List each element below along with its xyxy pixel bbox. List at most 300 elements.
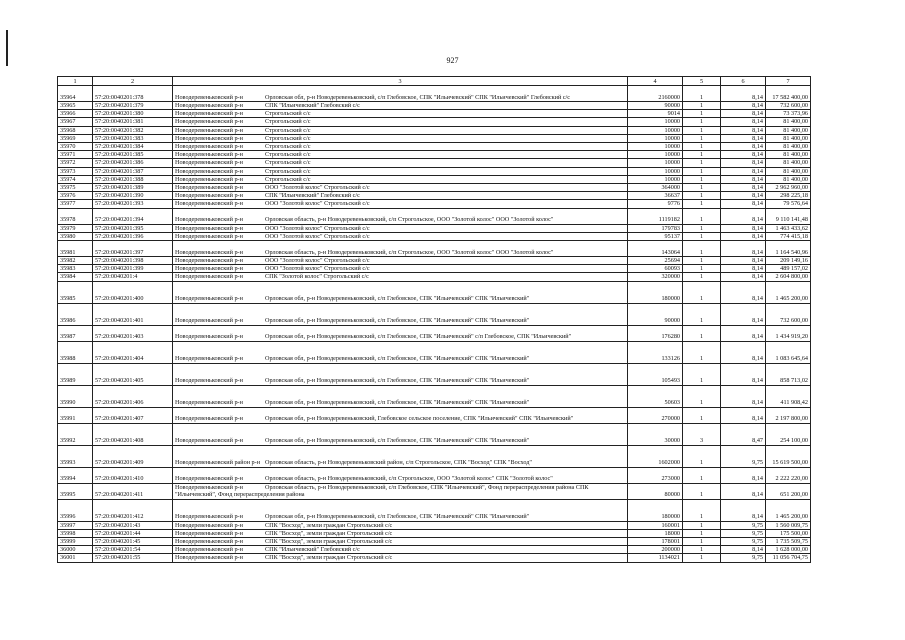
rate-value: 8,14: [721, 257, 766, 265]
location-description: СПК "Золотой колос" Строгольский с/с: [265, 273, 369, 281]
quantity-value: 1: [683, 529, 721, 537]
district-name: Новодеревеньковский р-н: [175, 93, 243, 101]
quantity-value: 1: [683, 538, 721, 546]
description-cell: [173, 546, 628, 554]
cadastral-number: 57:20:0040201:407: [93, 407, 173, 423]
cadastral-number: 57:20:0040201:388: [93, 175, 173, 183]
location-description: СПК "Восход", земли граждан Строгольский с/с: [265, 554, 393, 562]
row-number: 35988: [58, 341, 93, 363]
rate-value: 8,14: [721, 303, 766, 325]
table-row: [58, 521, 811, 529]
row-number: 35973: [58, 167, 93, 175]
rate-value: 9,75: [721, 529, 766, 537]
rate-value: 8,14: [721, 325, 766, 341]
cadastral-number: 57:20:0040201:405: [93, 363, 173, 385]
row-number: 35972: [58, 159, 93, 167]
description-cell: [173, 273, 628, 281]
district-name: Новодеревеньковский район р-н: [175, 459, 261, 467]
cadastral-number: 57:20:0040201:389: [93, 184, 173, 192]
district-name: Новодеревеньковский р-н: [175, 546, 243, 554]
table-row: [58, 538, 811, 546]
quantity-value: 1: [683, 126, 721, 134]
area-value: 10000: [628, 143, 683, 151]
district-name: Новодеревеньковский р-н: [175, 216, 243, 224]
description-cell: [173, 167, 628, 175]
rate-value: 8,14: [721, 86, 766, 102]
quantity-value: 1: [683, 151, 721, 159]
table-row: [58, 232, 811, 240]
rate-value: 8,14: [721, 126, 766, 134]
rate-value: 8,14: [721, 546, 766, 554]
location-description: Орловская обл, р-н Новодеревеньковский, с/п Глебовское, СПК "Ильичевский" СПК "Ильичевский": [265, 437, 530, 445]
area-value: 364000: [628, 184, 683, 192]
table-row: [58, 110, 811, 118]
area-value: 320000: [628, 273, 683, 281]
area-value: 18000: [628, 529, 683, 537]
sum-value: 81 400,00: [766, 126, 811, 134]
sum-value: 1 465 200,00: [766, 499, 811, 521]
row-number: 35968: [58, 126, 93, 134]
sum-value: 81 400,00: [766, 118, 811, 126]
location-description: Орловская область, р-н Новодеревеньковский, с/п Строгольское, ООО "Золотой колос" СПК "Золотой колос": [265, 475, 553, 483]
location-description: Строгольский с/с: [265, 167, 311, 175]
cadastral-number: 57:20:0040201:409: [93, 445, 173, 467]
rate-value: 8,14: [721, 192, 766, 200]
district-name: Новодеревеньковский р-н: [175, 521, 243, 529]
rate-value: 8,14: [721, 143, 766, 151]
table-row: [58, 184, 811, 192]
cadastral-number: 57:20:0040201:398: [93, 257, 173, 265]
district-name: Новодеревеньковский р-н: [175, 415, 243, 423]
sum-value: 81 400,00: [766, 134, 811, 142]
quantity-value: 1: [683, 554, 721, 562]
rate-value: 8,47: [721, 423, 766, 445]
column-header: 5: [683, 77, 721, 86]
table-row: [58, 546, 811, 554]
row-number: 36000: [58, 546, 93, 554]
sum-value: 1 164 540,96: [766, 241, 811, 257]
location-description: Строгольский с/с: [265, 110, 311, 118]
location-description: Орловская область, р-н Новодеревеньковский, с/п Строгольское, ООО "Золотой колос" ООО "Золотой колос": [265, 216, 554, 224]
column-header: 3: [173, 77, 628, 86]
description-cell: [173, 529, 628, 537]
table-row: [58, 303, 811, 325]
cadastral-number: 57:20:0040201:381: [93, 118, 173, 126]
area-value: 270000: [628, 407, 683, 423]
district-name: Новодеревеньковский р-н: [175, 143, 243, 151]
row-number: 35964: [58, 86, 93, 102]
quantity-value: 1: [683, 363, 721, 385]
description-cell: [173, 445, 628, 467]
district-name: Новодеревеньковский р-н: [175, 126, 243, 134]
quantity-value: 1: [683, 257, 721, 265]
district-name: Новодеревеньковский р-н: [175, 175, 243, 183]
rate-value: 8,14: [721, 224, 766, 232]
area-value: 90000: [628, 102, 683, 110]
sum-value: 651 200,00: [766, 483, 811, 499]
rate-value: 8,14: [721, 159, 766, 167]
quantity-value: 1: [683, 281, 721, 303]
rate-value: 8,14: [721, 175, 766, 183]
quantity-value: 1: [683, 86, 721, 102]
table-row: [58, 554, 811, 562]
row-number: 35984: [58, 273, 93, 281]
description-cell: [173, 538, 628, 546]
sum-value: 81 400,00: [766, 167, 811, 175]
table-row: [58, 385, 811, 407]
row-number: 35985: [58, 281, 93, 303]
district-name: Новодеревеньковский р-н: [175, 437, 243, 445]
rate-value: 9,75: [721, 521, 766, 529]
sum-value: 81 400,00: [766, 143, 811, 151]
description-cell: [173, 483, 628, 499]
row-number: 35976: [58, 192, 93, 200]
table-row: [58, 363, 811, 385]
cadastral-number: 57:20:0040201:387: [93, 167, 173, 175]
quantity-value: 1: [683, 521, 721, 529]
district-name: Новодеревеньковский р-н: [175, 192, 243, 200]
row-number: 35994: [58, 467, 93, 483]
location-description: Орловская обл, р-н Новодеревеньковский, с/п Глебовское, СПК "Ильичевский" с/п Глебовское, СПК "Ильичевский": [265, 333, 572, 341]
rate-value: 8,14: [721, 281, 766, 303]
cadastral-number: 57:20:0040201:396: [93, 232, 173, 240]
cadastral-number: 57:20:0040201:54: [93, 546, 173, 554]
description-cell: [173, 241, 628, 257]
table-row: [58, 208, 811, 224]
cadastral-number: 57:20:0040201:393: [93, 200, 173, 208]
area-value: 133126: [628, 341, 683, 363]
area-value: 200000: [628, 546, 683, 554]
description-cell: [173, 102, 628, 110]
location-description: Строгольский с/с: [265, 151, 311, 159]
table-row: [58, 102, 811, 110]
table-row: [58, 529, 811, 537]
row-number: 35987: [58, 325, 93, 341]
row-number: 35982: [58, 257, 93, 265]
area-value: 10000: [628, 126, 683, 134]
quantity-value: 1: [683, 325, 721, 341]
header-row: [58, 77, 811, 86]
cadastral-number: 57:20:0040201:411: [93, 483, 173, 499]
area-value: 2160000: [628, 86, 683, 102]
cadastral-number: 57:20:0040201:55: [93, 554, 173, 562]
location-description: СПК "Ильичевский" Глебовский с/с: [265, 546, 360, 554]
table-row: [58, 175, 811, 183]
location-description: Орловская область, р-н Новодеревеньковский, с/п Строгольское, ООО "Золотой колос" ООО "Золотой колос": [265, 248, 554, 256]
area-value: 143064: [628, 241, 683, 257]
district-name: Новодеревеньковский р-н: [175, 377, 243, 385]
location-description: СПК "Восход", земли граждан Строгольский с/с: [265, 529, 393, 537]
area-value: 25694: [628, 257, 683, 265]
area-value: 10000: [628, 151, 683, 159]
sum-value: 1 465 200,00: [766, 281, 811, 303]
rate-value: 8,14: [721, 184, 766, 192]
row-number: 35971: [58, 151, 93, 159]
rate-value: 8,14: [721, 483, 766, 499]
table-row: [58, 143, 811, 151]
row-number: 35974: [58, 175, 93, 183]
description-cell: [173, 554, 628, 562]
cadastral-number: 57:20:0040201:382: [93, 126, 173, 134]
sum-value: 489 157,02: [766, 265, 811, 273]
description-cell: [173, 257, 628, 265]
table-row: [58, 445, 811, 467]
description-cell: [173, 363, 628, 385]
district-name: Новодеревеньковский р-н: [175, 248, 243, 256]
area-value: 1119182: [628, 208, 683, 224]
row-number: 35977: [58, 200, 93, 208]
rate-value: 8,14: [721, 265, 766, 273]
district-name: Новодеревеньковский р-н: [175, 554, 243, 562]
area-value: 273000: [628, 467, 683, 483]
row-number: 35993: [58, 445, 93, 467]
description-cell: [173, 232, 628, 240]
description-cell: [173, 224, 628, 232]
district-name: Новодеревеньковский р-н: [175, 399, 243, 407]
location-description: Орловская область, р-н Новодеревеньковский район, с/п Строгольское, СПК "Восход" СПК "Восход": [265, 459, 532, 467]
district-name: Новодеревеньковский р-н: [175, 475, 243, 483]
row-number: 35978: [58, 208, 93, 224]
column-header: 7: [766, 77, 811, 86]
quantity-value: 1: [683, 200, 721, 208]
cadastral-number: 57:20:0040201:412: [93, 499, 173, 521]
location-description: Орловская область, р-н Новодеревеньковский, с/п Глебовское, СПК "Ильичевский", Фонд перераспределения района СПК "Ильичевский", Фонд перераспределения района: [175, 484, 589, 499]
area-value: 30000: [628, 423, 683, 445]
quantity-value: 1: [683, 499, 721, 521]
row-number: 35981: [58, 241, 93, 257]
cadastral-number: 57:20:0040201:408: [93, 423, 173, 445]
table-row: [58, 167, 811, 175]
table-row: [58, 483, 811, 499]
sum-value: 79 576,64: [766, 200, 811, 208]
location-description: СПК "Восход", земли граждан Строгольский с/с: [265, 538, 393, 546]
rate-value: 9,75: [721, 554, 766, 562]
district-name: Новодеревеньковский р-н: [175, 167, 243, 175]
district-name: Новодеревеньковский р-н: [175, 333, 243, 341]
table-row: [58, 265, 811, 273]
description-cell: [173, 175, 628, 183]
rate-value: 8,14: [721, 167, 766, 175]
cadastral-number: 57:20:0040201:44: [93, 529, 173, 537]
description-cell: [173, 151, 628, 159]
sum-value: 1 083 645,64: [766, 341, 811, 363]
area-value: 105493: [628, 363, 683, 385]
table-row: [58, 499, 811, 521]
table-row: [58, 200, 811, 208]
quantity-value: 1: [683, 175, 721, 183]
quantity-value: 1: [683, 467, 721, 483]
column-header: 1: [58, 77, 93, 86]
location-description: Строгольский с/с: [265, 143, 311, 151]
sum-value: 81 400,00: [766, 159, 811, 167]
sum-value: 2 222 220,00: [766, 467, 811, 483]
district-name: Новодеревеньковский р-н: [175, 159, 243, 167]
location-description: Строгольский с/с: [265, 175, 311, 183]
row-number: 36001: [58, 554, 93, 562]
page-number: 927: [446, 56, 459, 65]
quantity-value: 1: [683, 110, 721, 118]
row-number: 35998: [58, 529, 93, 537]
table-row: [58, 224, 811, 232]
table-row: [58, 281, 811, 303]
sum-value: 11 056 704,75: [766, 554, 811, 562]
quantity-value: 1: [683, 445, 721, 467]
area-value: 160001: [628, 521, 683, 529]
district-name: Новодеревеньковский р-н: [175, 151, 243, 159]
quantity-value: 1: [683, 208, 721, 224]
column-header: 4: [628, 77, 683, 86]
quantity-value: 3: [683, 423, 721, 445]
description-cell: [173, 110, 628, 118]
row-number: 35983: [58, 265, 93, 273]
description-cell: [173, 134, 628, 142]
cadastral-number: 57:20:0040201:406: [93, 385, 173, 407]
location-description: ООО "Золотой колос" Строгольский с/с: [265, 232, 370, 240]
row-number: 35979: [58, 224, 93, 232]
location-description: СПК "Ильичевский" Глебовский с/с: [265, 102, 360, 109]
row-number: 35970: [58, 143, 93, 151]
location-description: ООО "Золотой колос" Строгольский с/с: [265, 184, 370, 192]
quantity-value: 1: [683, 341, 721, 363]
cadastral-number: 57:20:0040201:385: [93, 151, 173, 159]
row-number: 35996: [58, 499, 93, 521]
location-description: Орловская обл, р-н Новодеревеньковский, с/п Глебовское, СПК "Ильичевский" СПК "Ильичевский": [265, 377, 530, 385]
rate-value: 8,14: [721, 241, 766, 257]
rate-value: 9,75: [721, 538, 766, 546]
location-description: Строгольский с/с: [265, 159, 311, 167]
description-cell: [173, 208, 628, 224]
district-name: Новодеревеньковский р-н: [175, 273, 243, 281]
quantity-value: 1: [683, 241, 721, 257]
district-name: Новодеревеньковский р-н: [175, 232, 243, 240]
quantity-value: 1: [683, 385, 721, 407]
column-header: 6: [721, 77, 766, 86]
description-cell: [173, 407, 628, 423]
quantity-value: 1: [683, 546, 721, 554]
cadastral-number: 57:20:0040201:400: [93, 281, 173, 303]
sum-value: 1 434 919,20: [766, 325, 811, 341]
area-value: 10000: [628, 167, 683, 175]
table-row: [58, 159, 811, 167]
location-description: Орловская обл, р-н Новодеревеньковский, Глебовское сельское поселение, СПК "Ильичевский" СПК "Ильичевский": [265, 415, 574, 423]
description-cell: [173, 118, 628, 126]
location-description: Орловская обл, р-н Новодеревеньковский, с/п Глебовское, СПК "Ильичевский" СПК "Ильичевский" Глебовский с/с: [265, 93, 571, 101]
description-cell: [173, 325, 628, 341]
row-number: 35995: [58, 483, 93, 499]
table-row: [58, 86, 811, 102]
rate-value: 8,14: [721, 385, 766, 407]
quantity-value: 1: [683, 407, 721, 423]
sum-value: 732 600,00: [766, 102, 811, 110]
description-cell: [173, 303, 628, 325]
district-name: Новодеревеньковский р-н: [175, 224, 243, 232]
district-name: Новодеревеньковский р-н: [175, 102, 243, 109]
cadastral-number: 57:20:0040201:403: [93, 325, 173, 341]
cadastral-number: 57:20:0040201:45: [93, 538, 173, 546]
row-number: 35980: [58, 232, 93, 240]
description-cell: [173, 341, 628, 363]
district-name: Новодеревеньковский р-н: [175, 265, 243, 273]
district-name: Новодеревеньковский р-н: [175, 317, 243, 325]
description-cell: [173, 423, 628, 445]
table-row: [58, 192, 811, 200]
location-description: Орловская обл, р-н Новодеревеньковский, с/п Глебовское, СПК "Ильичевский" СПК "Ильичевский": [265, 355, 530, 363]
table-row: [58, 126, 811, 134]
description-cell: [173, 521, 628, 529]
row-number: 35986: [58, 303, 93, 325]
location-description: ООО "Золотой колос" Строгольский с/с: [265, 200, 370, 208]
rate-value: 8,14: [721, 118, 766, 126]
location-description: СПК "Ильичевский" Глебовский с/с: [265, 192, 360, 200]
rate-value: 8,14: [721, 208, 766, 224]
sum-value: 209 149,16: [766, 257, 811, 265]
cadastral-number: 57:20:0040201:386: [93, 159, 173, 167]
row-number: 35997: [58, 521, 93, 529]
quantity-value: 1: [683, 224, 721, 232]
description-cell: [173, 192, 628, 200]
cadastral-number: 57:20:0040201:394: [93, 208, 173, 224]
area-value: 180000: [628, 281, 683, 303]
cadastral-number: 57:20:0040201:404: [93, 341, 173, 363]
sum-value: 1 735 509,75: [766, 538, 811, 546]
quantity-value: 1: [683, 192, 721, 200]
cadastral-number: 57:20:0040201:383: [93, 134, 173, 142]
sum-value: 298 225,18: [766, 192, 811, 200]
sum-value: 1 463 433,62: [766, 224, 811, 232]
district-name: Новодеревеньковский р-н: [175, 529, 243, 537]
sum-value: 2 962 960,00: [766, 184, 811, 192]
description-cell: [173, 385, 628, 407]
area-value: 10000: [628, 134, 683, 142]
sum-value: 15 619 500,00: [766, 445, 811, 467]
area-value: 1602000: [628, 445, 683, 467]
table-row: [58, 257, 811, 265]
description-cell: [173, 265, 628, 273]
area-value: 80000: [628, 483, 683, 499]
quantity-value: 1: [683, 167, 721, 175]
area-value: 9014: [628, 110, 683, 118]
quantity-value: 1: [683, 303, 721, 325]
table-row: [58, 467, 811, 483]
quantity-value: 1: [683, 273, 721, 281]
quantity-value: 1: [683, 118, 721, 126]
cadastral-number: 57:20:0040201:384: [93, 143, 173, 151]
cadastral-number: 57:20:0040201:378: [93, 86, 173, 102]
location-description: Орловская обл, р-н Новодеревеньковский, с/п Глебовское, СПК "Ильичевский" СПК "Ильичевский": [265, 317, 530, 325]
location-description: ООО "Золотой колос" Строгольский с/с: [265, 224, 370, 232]
quantity-value: 1: [683, 265, 721, 273]
sum-value: 81 400,00: [766, 151, 811, 159]
row-number: 35992: [58, 423, 93, 445]
column-header: 2: [93, 77, 173, 86]
description-cell: [173, 143, 628, 151]
sum-value: 1 628 000,00: [766, 546, 811, 554]
sum-value: 858 713,02: [766, 363, 811, 385]
row-number: 35965: [58, 102, 93, 110]
district-name: Новодеревеньковский р-н: [175, 134, 243, 142]
description-cell: [173, 184, 628, 192]
location-description: Орловская обл, р-н Новодеревеньковский, с/п Глебовское, СПК "Ильичевский" СПК "Ильичевский": [265, 513, 530, 521]
cadastral-number: 57:20:0040201:401: [93, 303, 173, 325]
table-row: [58, 407, 811, 423]
description-cell: [173, 281, 628, 303]
district-name: Новодеревеньковский р-н: [175, 184, 243, 192]
description-cell: [173, 159, 628, 167]
rate-value: 8,14: [721, 467, 766, 483]
quantity-value: 1: [683, 232, 721, 240]
row-number: 35966: [58, 110, 93, 118]
table-row: [58, 423, 811, 445]
